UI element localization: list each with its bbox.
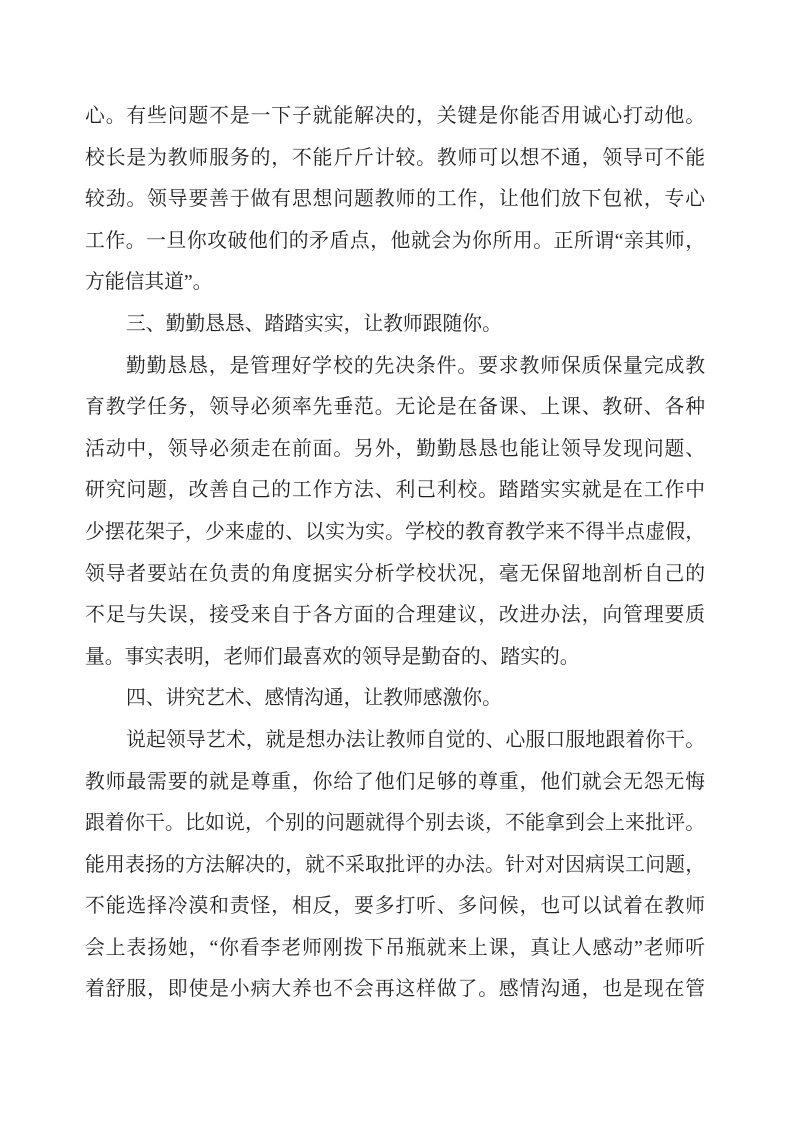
- text-line: 方能信其道”。: [85, 271, 213, 294]
- text-line: 工作。一旦你攻破他们的矛盾点，他就会为你所用。正所谓“亲其师，: [85, 229, 705, 252]
- heading-line: 三、勤勤恳恳、踏踏实实，让教师跟随你。: [126, 312, 502, 335]
- text-line: 量。事实表明，老师们最喜欢的领导是勤奋的、踏实的。: [85, 645, 580, 668]
- text-line: 较劲。领导要善于做有思想问题教师的工作，让他们放下包袱，专心: [85, 188, 705, 211]
- text-line: 说起领导艺术，就是想办法让教师自觉的、心服口服地跟着你干。: [126, 728, 705, 751]
- text-line: 育教学任务，领导必须率先垂范。无论是在备课、上课、教研、各种: [85, 396, 705, 419]
- section-heading-4: [85, 678, 705, 720]
- text-line: 教师最需要的就是尊重，你给了他们足够的尊重，他们就会无怨无悔: [85, 770, 705, 793]
- paragraph-continuation: [85, 96, 705, 304]
- text-line: 着舒服，即使是小病大养也不会再这样做了。感情沟通，也是现在管: [85, 978, 705, 1001]
- text-line: 校长是为教师服务的，不能斤斤计较。教师可以想不通，领导可不能: [85, 146, 705, 169]
- text-line: 勤勤恳恳，是管理好学校的先决条件。要求教师保质保量完成教: [126, 354, 705, 377]
- text-line: 能用表扬的方法解决的，就不采取批评的办法。针对对因病误工问题，: [85, 853, 705, 876]
- text-line: 活动中，领导必须走在前面。另外，勤勤恳恳也能让领导发现问题、: [85, 437, 705, 460]
- text-line: 研究问题，改善自己的工作方法、利己利校。踏踏实实就是在工作中: [85, 479, 705, 502]
- section-heading-3: [85, 304, 705, 346]
- text-line: 跟着你干。比如说，个别的问题就得个别去谈，不能拿到会上来批评。: [85, 812, 705, 835]
- paragraph-diligence: [85, 346, 705, 679]
- text-line: 少摆花架子，少来虚的、以实为实。学校的教育教学来不得半点虚假，: [85, 520, 705, 543]
- document-page: [85, 96, 705, 1011]
- paragraph-art-of-leadership: [85, 720, 705, 1011]
- text-line: 会上表扬她，“你看李老师刚拨下吊瓶就来上课，真让人感动”老师听: [85, 936, 705, 959]
- text-line: 不能选择冷漠和责怪，相反，要多打听、多问候，也可以试着在教师: [85, 895, 705, 918]
- text-line: 领导者要站在负责的角度据实分析学校状况，毫无保留地剖析自己的: [85, 562, 705, 585]
- text-line: 心。有些问题不是一下子就能解决的，关键是你能否用诚心打动他。: [85, 105, 705, 127]
- text-line: 不足与失误，接受来自于各方面的合理建议，改进办法，向管理要质: [85, 604, 705, 627]
- heading-line: 四、讲究艺术、感情沟通，让教师感激你。: [126, 687, 502, 710]
